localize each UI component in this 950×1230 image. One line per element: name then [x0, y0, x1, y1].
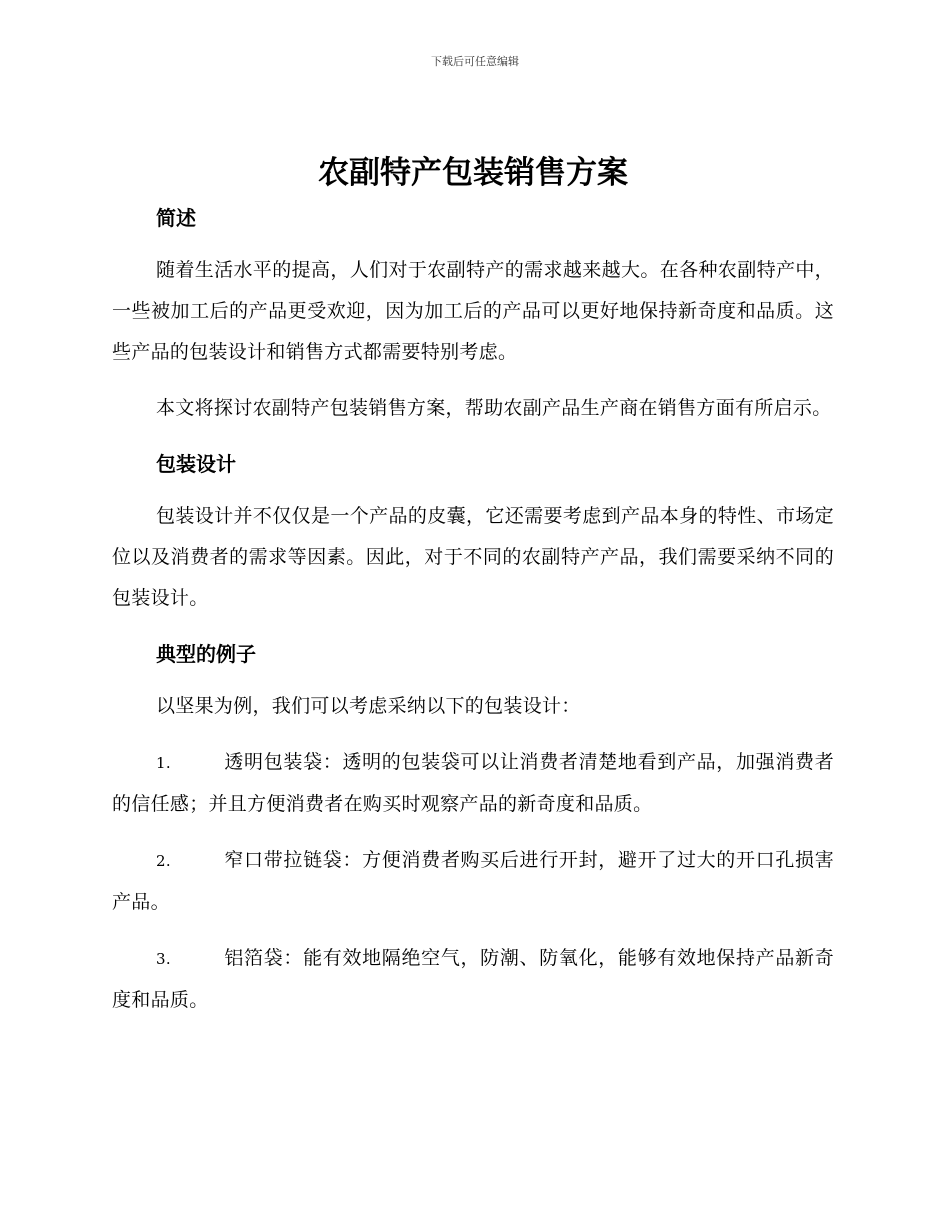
list-number: 2. [156, 852, 171, 870]
list-item [112, 742, 834, 825]
document-body [112, 148, 834, 1021]
list-item [112, 938, 834, 1021]
list-item-text: 透明包装袋：透明的包装袋可以让消费者清楚地看到产品，加强消费者的信任感；并且方便消费者在购买时观察产品的新奇度和品质。 [112, 751, 834, 815]
document-title: 农副特产包装销售方案 [318, 155, 628, 191]
header-note: 下载后可任意编辑 [431, 55, 519, 68]
list-item-text: 铝箔袋：能有效地隔绝空气，防潮、防氧化，能够有效地保持产品新奇度和品质。 [112, 947, 834, 1011]
list-item [112, 840, 834, 923]
list-number: 3. [156, 950, 171, 968]
section-heading-intro: 简述 [156, 206, 196, 230]
list-number: 1. [156, 754, 171, 772]
intro-paragraph-2: 本文将探讨农副特产包装销售方案，帮助农副产品生产商在销售方面有所启示。 [156, 397, 832, 419]
list-item-text: 窄口带拉链袋：方便消费者购买后进行开封，避开了过大的开口孔损害产品。 [112, 849, 834, 913]
intro-paragraph-1: 随着生活水平的提高，人们对于农副特产的需求越来越大。在各种农副特产中，一些被加工后的产品更受欢迎，因为加工后的产品可以更好地保持新奇度和品质。这些产品的包装设计和销售方式都需要特别考虑。 [112, 259, 834, 363]
design-paragraph-1: 包装设计并不仅仅是一个产品的皮囊，它还需要考虑到产品本身的特性、市场定位以及消费者的需求等因素。因此，对于不同的农副特产产品，我们需要采纳不同的包装设计。 [112, 505, 834, 609]
section-heading-design: 包装设计 [156, 452, 236, 476]
section-heading-examples: 典型的例子 [156, 642, 256, 666]
examples-lead: 以坚果为例，我们可以考虑采纳以下的包装设计： [156, 695, 581, 717]
